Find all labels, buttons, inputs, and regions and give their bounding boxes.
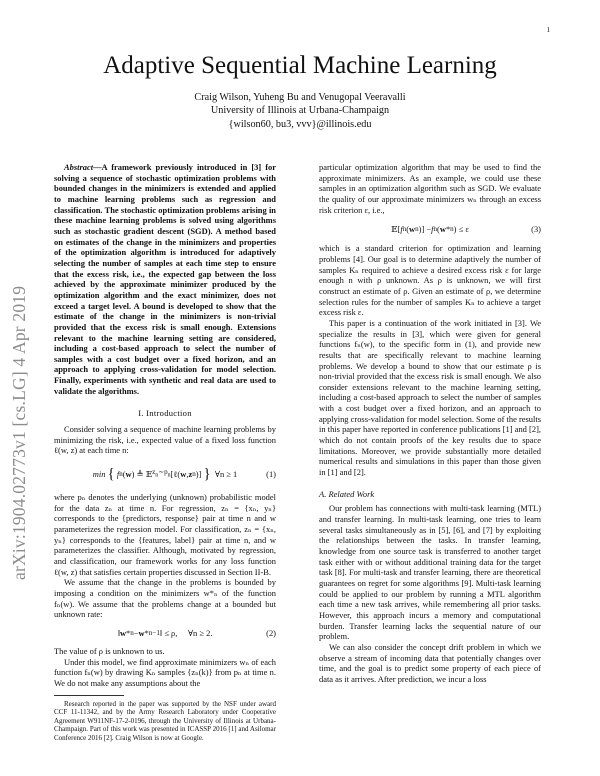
right-paragraph-5: We can also consider the concept drift problem in which we observe a stream of incoming data that potentially changes over time, and the goal is to predict some property of each piece of data as it arrives. After prediction, we incur a loss [319, 641, 541, 684]
subsection-heading-related-work: A. Related Work [319, 488, 375, 499]
abstract-text: —A framework previously introduced in [3] for solving a sequence of stochastic optimization problems with bounded changes in the minimizers is extended and applied to machine learning problems such as regression and classification. The stochastic optimization problems arising in these machine learning problems is solved using algorithms such as stochastic gradient descent (SGD). A method based on estimates of the change in the minimizers and properties of the optimization algorithm is introduced for adaptively selecting the number of samples at each time step to ensure that the excess risk, i.e., the expected gap between the loss achieved by the approximate minimizer produced by the optimization algorithm and the exact minimizer, does not exceed a target level. A bound is developed to show that the estimate of the change in the minimizers is non-trivial provided that the excess risk is small enough. Extensions relevant to the machine learning setting are considered, including a cost-based approach to select the number of samples with a cost budget over a fixed horizon, and an approach to applying cross-validation for model selection. Finally, experiments with synthetic and real data are used to validate the algorithms. [54, 162, 276, 396]
equation-1-number: (1) [266, 468, 276, 479]
affiliation: University of Illinois at Urbana-Champaign [210, 105, 390, 116]
equation-2: ‖ w * n − w * n−1 ‖ ≤ ρ, ∀n ≥ 2. (2) [117, 627, 276, 638]
author-emails: {wilson60, bu3, vvv}@illinois.edu [228, 119, 372, 130]
equation-1-condition: ∀n ≥ 1 [214, 468, 238, 479]
intro-paragraph-1: Consider solving a sequence of machine learning problems by minimizing the risk, i.e., expected value of a fixed loss function ℓ(w, z) at each time n: [54, 424, 276, 456]
arxiv-stamp[interactable]: arXiv:1904.02773v1 [cs.LG] 4 Apr 2019 [9, 285, 29, 580]
footnote: Research reported in the paper was supported by the NSF under award CCF 11-11342, and by the Army Research Laboratory under Cooperative Agreement W911NF-17-2-0196, through the University of Illinois at Urbana-Champaign. Part of this work was presented in ICASSP 2016 [1] and Asilomar Conference 2016 [2]. Craig Wilson is now at Google. [54, 699, 276, 742]
author-list: Craig Wilson, Yuheng Bu and Venugopal Veeravalli [194, 92, 406, 103]
right-column [319, 162, 541, 685]
abstract [54, 162, 276, 396]
right-paragraph-3: This paper is a continuation of the work initiated in [3]. We specialize the results in [3], which were given for general functions fₙ(w), to the specific form in (1), and provide new results that are specifically relevant to machine learning problems. We develop a bound to show that our estimate ρ is non-trivial provided that the excess risk is small enough. We also consider extensions relevant to the machine learning setting, including a cost-based approach to select the number of samples with a cost budget over a fixed horizon, and an approach to applying cross-validation for model selection. Some of the results in this paper have reported in conference publications [1] and [2], which do not contain proofs of the key results due to space limitations. Moreover, we provide substantially more detailed numerical results and simulations in this paper than those given in [1] and [2]. [319, 317, 541, 478]
equation-2-number: (2) [266, 627, 276, 638]
intro-paragraph-3: We assume that the change in the problems is bounded by imposing a condition on the minimizers w*ₙ of the function fₙ(w). We assume that the problems change at a bounded but unknown rate: [54, 577, 276, 620]
intro-paragraph-5: Under this model, we find approximate minimizers wₙ of each function fₙ(w) by drawing Kₙ samples {zₙ(k)} from pₙ at time n. We do not make any assumptions about the [54, 656, 276, 688]
equation-3: 𝔼[ f n ( w n )] − f n ( w * n ) ≤ ε (3) [391, 223, 541, 234]
equation-1: min { f n ( w ) ≜ 𝔼 $z_n\sim p_n$ [ℓ( w , z n )] } ∀n ≥ 1 (1) [92, 465, 276, 482]
intro-paragraph-2: where pₙ denotes the underlying (unknown) probabilistic model for the data zₙ at time n. For regression, zₙ = {xₙ, yₙ} corresponds to the {predictors, response} pair at time n and w parameterizes the regression model. For classification, zₙ = {xₙ, yₙ} corresponds to the {features, label} pair at time n, and w parameterizes the classifier. Although, motivated by regression, and classification, our framework works for any loss function ℓ(w, z) that satisfies certain properties discussed in Section II-B. [54, 492, 276, 577]
footnote-rule [54, 695, 124, 696]
right-paragraph-1: particular optimization algorithm that may be used to find the approximate minimizers. As an example, we could use these samples in an optimization algorithm such as SGD. We evaluate the quality of our approximate minimizers wₙ through an excess risk criterion ε, i.e., [319, 162, 541, 215]
left-column [54, 162, 276, 743]
right-paragraph-2: which is a standard criterion for optimization and learning problems [4]. Our goal is to determine adaptively the number of samples Kₙ required to achieve a desired excess risk ε for large enough n with ρ unknown. As ρ is unknown, we will first construct an estimate of ρ. Given an estimate of ρ, we determine selection rules for the number of samples Kₙ to achieve a target excess risk ε. [319, 243, 541, 318]
paper-title: Adaptive Sequential Machine Learning [103, 52, 497, 79]
section-heading-introduction: I. Introduction [138, 408, 192, 419]
intro-paragraph-4: The value of ρ is unknown to us. [54, 645, 165, 656]
abstract-label: Abstract [64, 162, 94, 172]
right-paragraph-4: Our problem has connections with multi-task learning (MTL) and transfer learning. In multi-task learning, one tries to learn several tasks simultaneously as in [5], [6], and [7] by exploiting the relationships between the tasks. In transfer learning, knowledge from one source task is transferred to another target task either with or without additional training data for the target task [8]. For multi-task and transfer learning, there are theoretical guarantees on regret for some algorithms [9]. Multi-task learning could be applied to our problem by running a MTL algorithm each time a new task arrives, while remembering all prior tasks. However, this approach incurs a memory and computational burden. Transfer learning lacks the sequential nature of our problem. [319, 503, 541, 642]
page-number: 1 [546, 26, 550, 34]
equation-3-number: (3) [531, 223, 541, 234]
equation-2-condition: ∀n ≥ 2. [187, 627, 213, 638]
